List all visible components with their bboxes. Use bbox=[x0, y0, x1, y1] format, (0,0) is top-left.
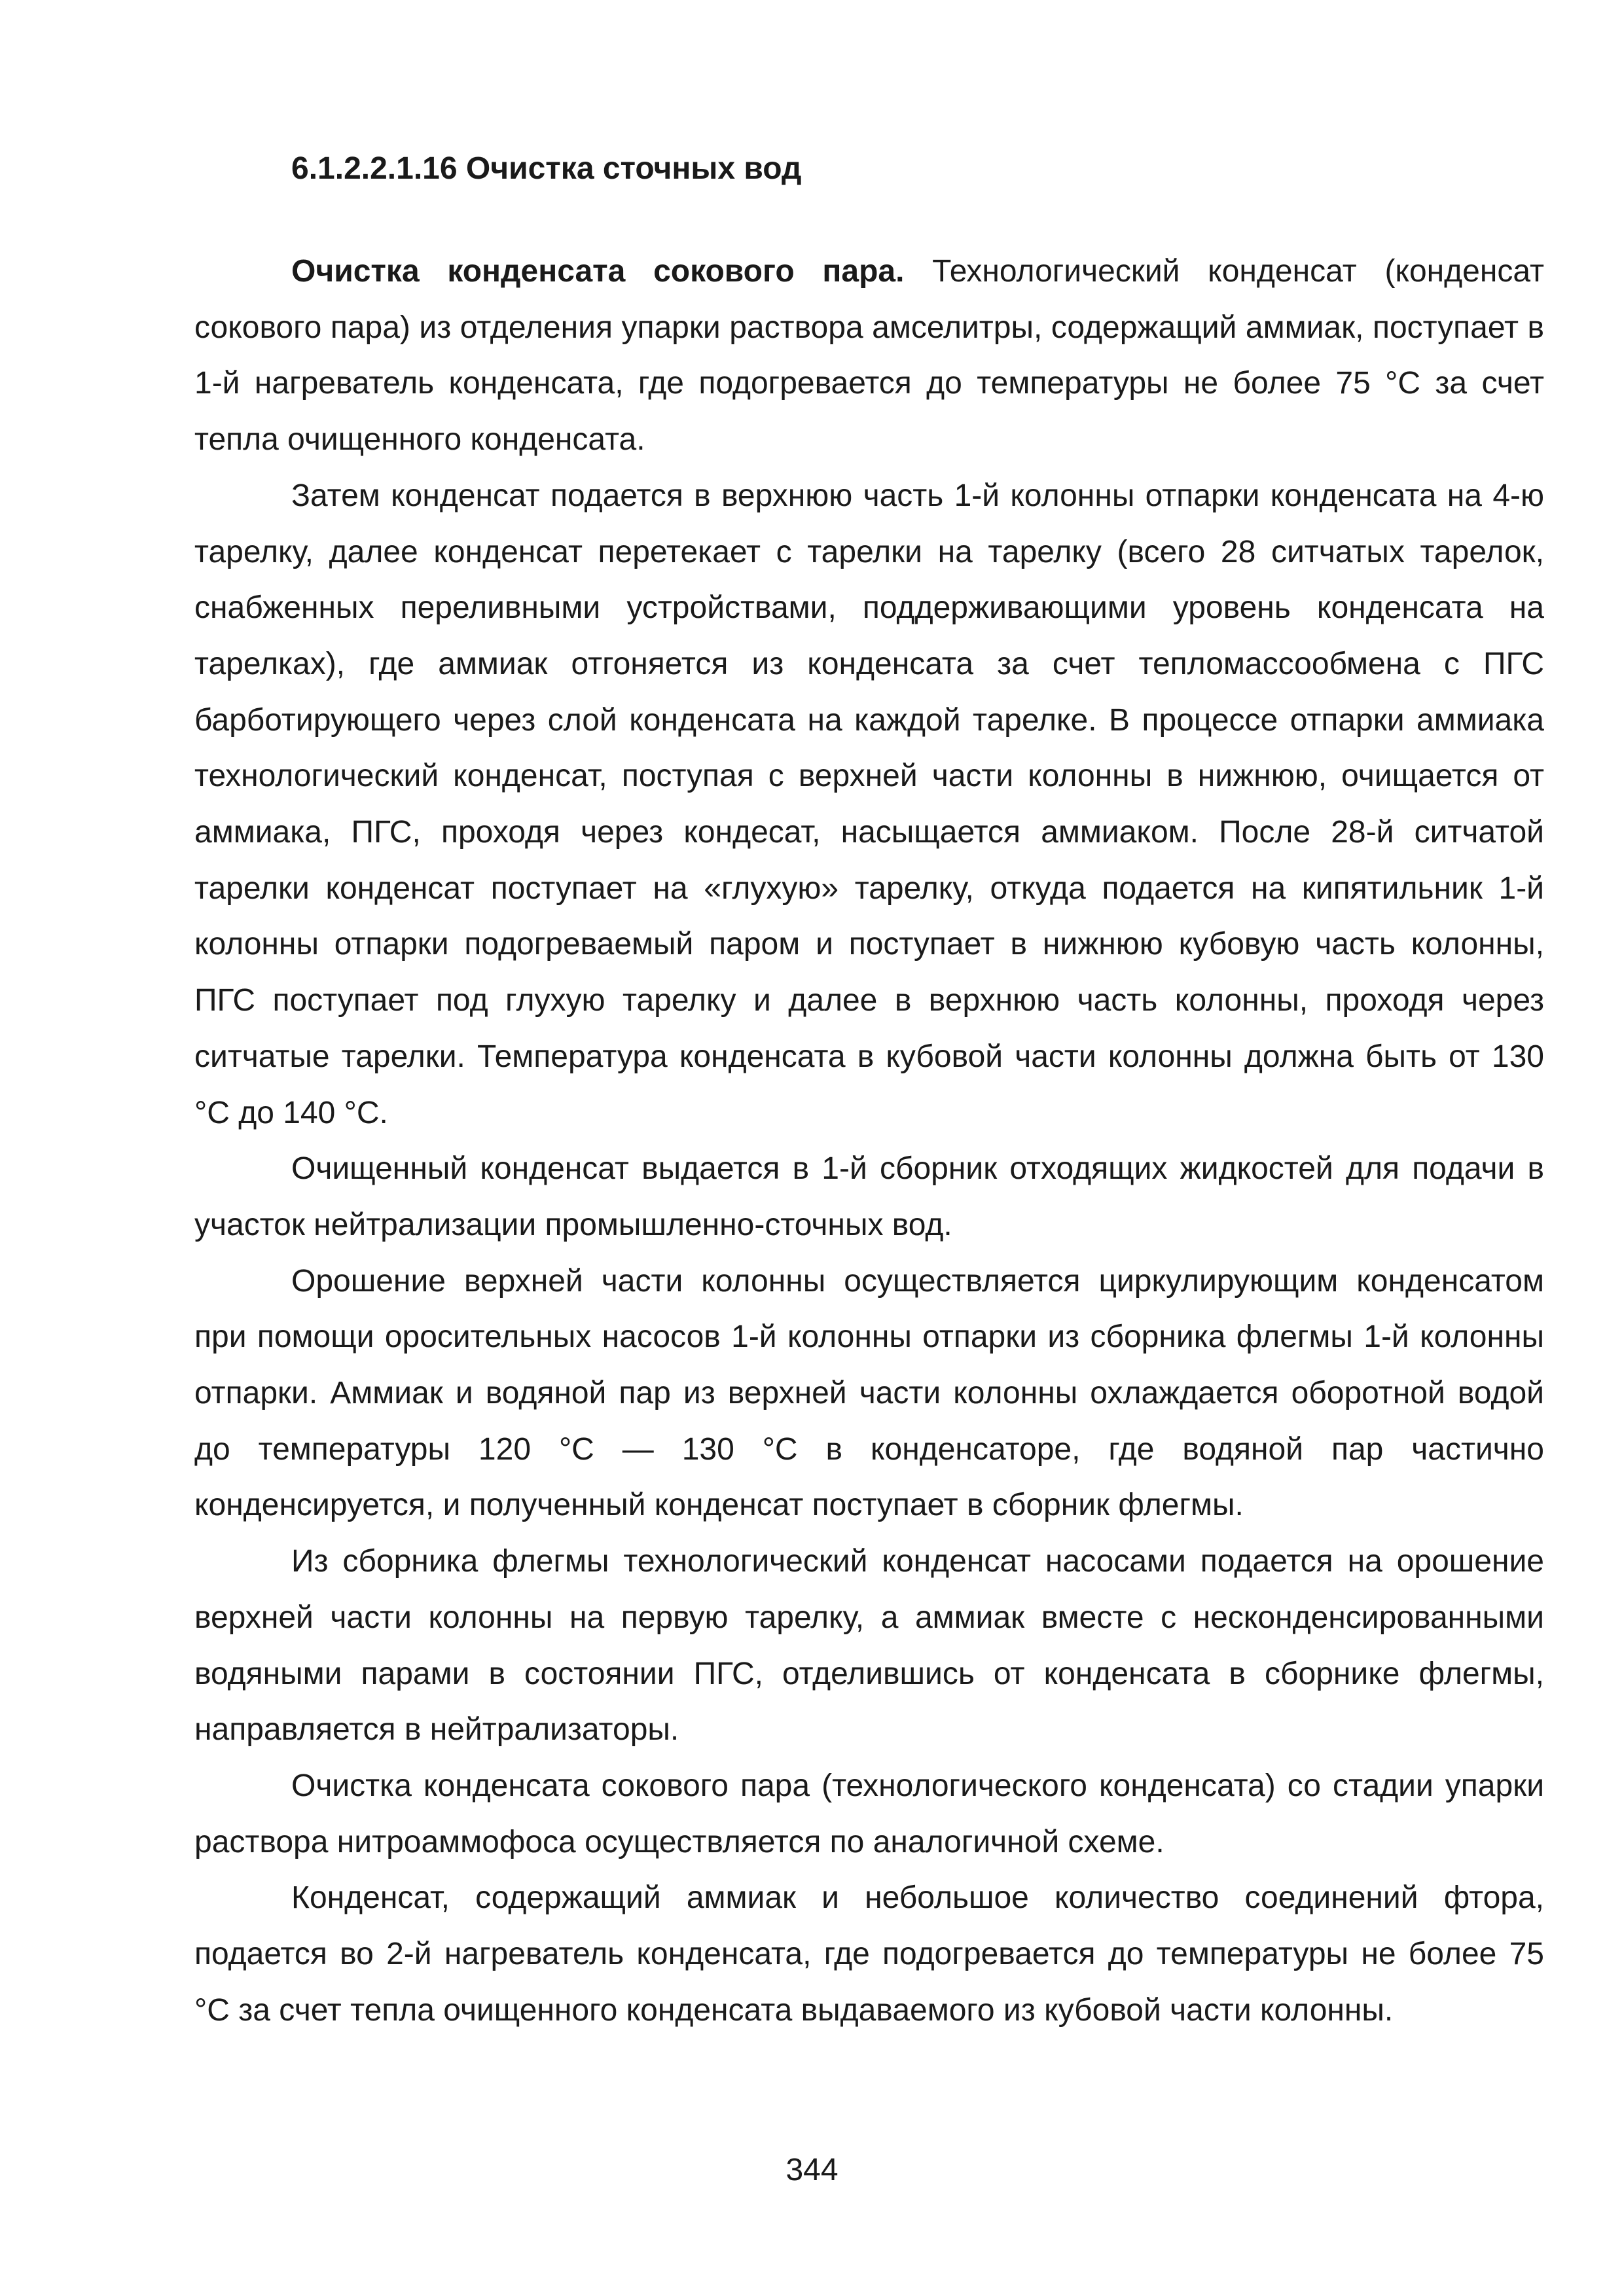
paragraph-stripping-column bbox=[194, 468, 1544, 1141]
paragraph-text: Конденсат, содержащий аммиак и небольшое количество соединений фтора, подается во 2-й нагреватель конденсата, где подогревается до температуры не более 75 °С за счет тепла очищенного конденсата выдаваемого из кубовой части колонны. bbox=[194, 1880, 1544, 2028]
paragraph-text: Затем конденсат подается в верхнюю часть 1-й колонны отпарки конденсата на 4-ю тарелку, далее конденсат перетекает с тарелки на тарелку (всего 28 ситчатых тарелок, снабженных переливными устройствами, поддерживающими уровень конденсата на тарелках), где аммиак отгоняется из конденсата за счет тепломассообмена с ПГС барботирующего через слой конденсата на каждой тарелке. В процессе отпарки аммиака технологический конденсат, поступая с верхней части колонны в нижнюю, очищается от аммиака, ПГС, проходя через кондесат, насыщается аммиаком. После 28-й ситчатой тарелки конденсат поступает на «глухую» тарелку, откуда подается на кипятильник 1-й колонны отпарки подогреваемый паром и поступает в нижнюю кубовую часть колонны, ПГС поступает под глухую тарелку и далее в верхнюю часть колонны, проходя через ситчатые тарелки. Температура конденсата в кубовой части колонны должна быть от 130 °С до 140 °С. bbox=[194, 478, 1544, 1130]
paragraph-cleaned-condensate bbox=[194, 1141, 1544, 1253]
page-body bbox=[194, 149, 1544, 2039]
paragraph-nitroammophos bbox=[194, 1758, 1544, 1870]
paragraph-reflux-collector bbox=[194, 1534, 1544, 1758]
paragraph-irrigation bbox=[194, 1253, 1544, 1534]
paragraph-text: Технологический конденсат (конденсат сокового пара) из отделения упарки раствора амселитры, содержащий аммиак, поступает в 1-й нагреватель конденсата, где подогревается до температуры не более 75 °С за счет тепла очищенного конденсата. bbox=[194, 254, 1544, 457]
paragraph-text: Из сборника флегмы технологический конденсат насосами подается на орошение верхней части колонны на первую тарелку, а аммиак вместе с несконденсированными водяными парами в состоянии ПГС, отделившись от конденсата в сборнике флегмы, направляется в нейтрализаторы. bbox=[194, 1544, 1544, 1748]
page-number: 344 bbox=[785, 2153, 839, 2187]
paragraph-lead: Очистка конденсата сокового пара. bbox=[291, 254, 905, 289]
paragraph-text: Орошение верхней части колонны осуществляется циркулирующим конденсатом при помощи оросительных насосов 1-й колонны отпарки из сборника флегмы 1-й колонны отпарки. Аммиак и водяной пар из верхней части колонны охлаждается оборотной водой до температуры 120 °С — 130 °С в конденсаторе, где водяной пар частично конденсируется, и полученный конденсат поступает в сборник флегмы. bbox=[194, 1263, 1544, 1523]
paragraph-text: Очищенный конденсат выдается в 1-й сборник отходящих жидкостей для подачи в участок нейтрализации промышленно-сточных вод. bbox=[194, 1151, 1544, 1242]
section-heading: 6.1.2.2.1.16 Очистка сточных вод bbox=[291, 151, 802, 186]
paragraph-text: Очистка конденсата сокового пара (технологического конденсата) со стадии упарки раствора нитроаммофоса осуществляется по аналогичной схеме. bbox=[194, 1768, 1544, 1859]
paragraph-condensate-cleaning bbox=[194, 243, 1544, 468]
paragraph-second-heater bbox=[194, 1870, 1544, 2038]
